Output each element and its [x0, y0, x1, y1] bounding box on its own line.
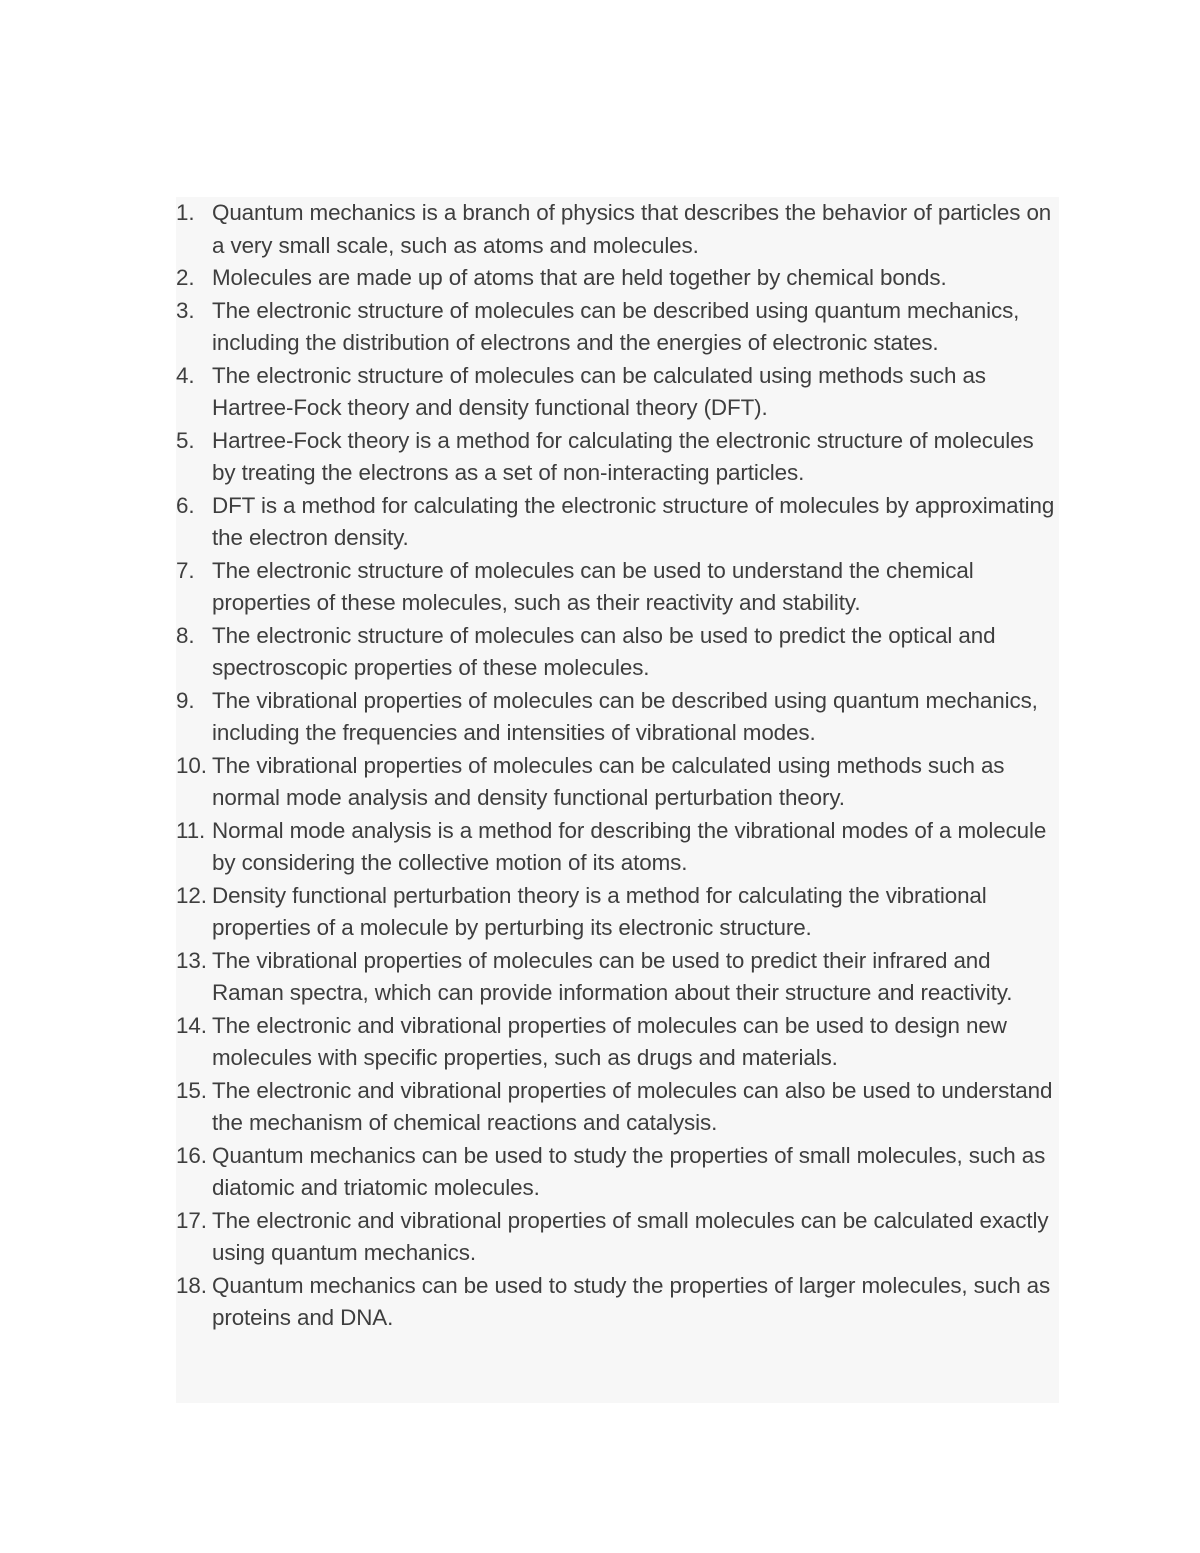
list-item — [176, 295, 1059, 360]
item-number: 16. — [176, 1142, 207, 1168]
item-number: 11. — [176, 817, 206, 843]
item-text: Quantum mechanics is a branch of physics that describes the behavior of particles on a very small scale, such as atoms and molecules. — [212, 200, 1052, 258]
item-text: DFT is a method for calculating the electronic structure of molecules by approximating the electron density. — [212, 492, 1055, 550]
item-text: The electronic structure of molecules can be calculated using methods such as Hartree-Fock theory and density functional theory (DFT). — [212, 362, 986, 420]
list-item — [176, 945, 1059, 1010]
item-number: 2. — [176, 265, 195, 290]
list-item — [176, 1075, 1059, 1140]
item-text: Density functional perturbation theory is a method for calculating the vibrational properties of a molecule by perturbing its electronic structure. — [212, 882, 987, 940]
item-text: Quantum mechanics can be used to study the properties of larger molecules, such as proteins and DNA. — [212, 1272, 1051, 1330]
item-number: 10. — [176, 752, 207, 778]
item-number: 13. — [176, 947, 207, 973]
numbered-list — [176, 197, 1059, 1335]
item-number: 1. — [176, 200, 195, 225]
item-text: The vibrational properties of molecules can be used to predict their infrared and Raman spectra, which can provide information about their structure and reactivity. — [212, 947, 1013, 1005]
item-number: 5. — [176, 427, 195, 453]
item-text: Hartree-Fock theory is a method for calculating the electronic structure of molecules by treating the electrons as a set of non-interacting particles. — [212, 427, 1034, 485]
list-item — [176, 880, 1059, 945]
item-text: Molecules are made up of atoms that are held together by chemical bonds. — [212, 265, 947, 290]
item-number: 18. — [176, 1272, 207, 1298]
text-block — [176, 197, 1059, 1403]
list-item — [176, 490, 1059, 555]
item-text: Normal mode analysis is a method for describing the vibrational modes of a molecule by considering the collective motion of its atoms. — [212, 817, 1047, 875]
list-item — [176, 1270, 1059, 1335]
list-item — [176, 750, 1059, 815]
list-item — [176, 685, 1059, 750]
item-text: The vibrational properties of molecules can be calculated using methods such as normal mode analysis and density functional perturbation theory. — [212, 752, 1005, 810]
item-number: 8. — [176, 622, 195, 648]
item-number: 3. — [176, 297, 195, 323]
item-text: The vibrational properties of molecules can be described using quantum mechanics, including the frequencies and intensities of vibrational modes. — [212, 687, 1038, 745]
item-number: 9. — [176, 687, 195, 713]
item-text: Quantum mechanics can be used to study the properties of small molecules, such as diatomic and triatomic molecules. — [212, 1142, 1046, 1200]
list-item — [176, 1205, 1059, 1270]
list-item — [176, 360, 1059, 425]
list-item — [176, 425, 1059, 490]
list-item — [176, 197, 1059, 262]
item-text: The electronic and vibrational properties of molecules can be used to design new molecules with specific properties, such as drugs and materials. — [212, 1012, 1007, 1070]
item-number: 6. — [176, 492, 195, 518]
item-text: The electronic and vibrational properties of small molecules can be calculated exactly using quantum mechanics. — [212, 1207, 1049, 1265]
item-text: The electronic and vibrational properties of molecules can also be used to understand the mechanism of chemical reactions and catalysis. — [212, 1077, 1053, 1135]
list-item — [176, 1010, 1059, 1075]
item-text: The electronic structure of molecules can be described using quantum mechanics, including the distribution of electrons and the energies of electronic states. — [212, 297, 1020, 355]
item-number: 15. — [176, 1077, 207, 1103]
list-item — [176, 555, 1059, 620]
item-number: 17. — [176, 1207, 207, 1233]
item-text: The electronic structure of molecules can be used to understand the chemical properties of these molecules, such as their reactivity and stability. — [212, 557, 974, 615]
item-number: 4. — [176, 362, 195, 388]
item-number: 7. — [176, 557, 195, 583]
list-item — [176, 262, 1059, 295]
item-number: 12. — [176, 882, 207, 908]
item-text: The electronic structure of molecules can also be used to predict the optical and spectroscopic properties of these molecules. — [212, 622, 996, 680]
list-item — [176, 815, 1059, 880]
list-item — [176, 620, 1059, 685]
item-number: 14. — [176, 1012, 207, 1038]
list-item — [176, 1140, 1059, 1205]
